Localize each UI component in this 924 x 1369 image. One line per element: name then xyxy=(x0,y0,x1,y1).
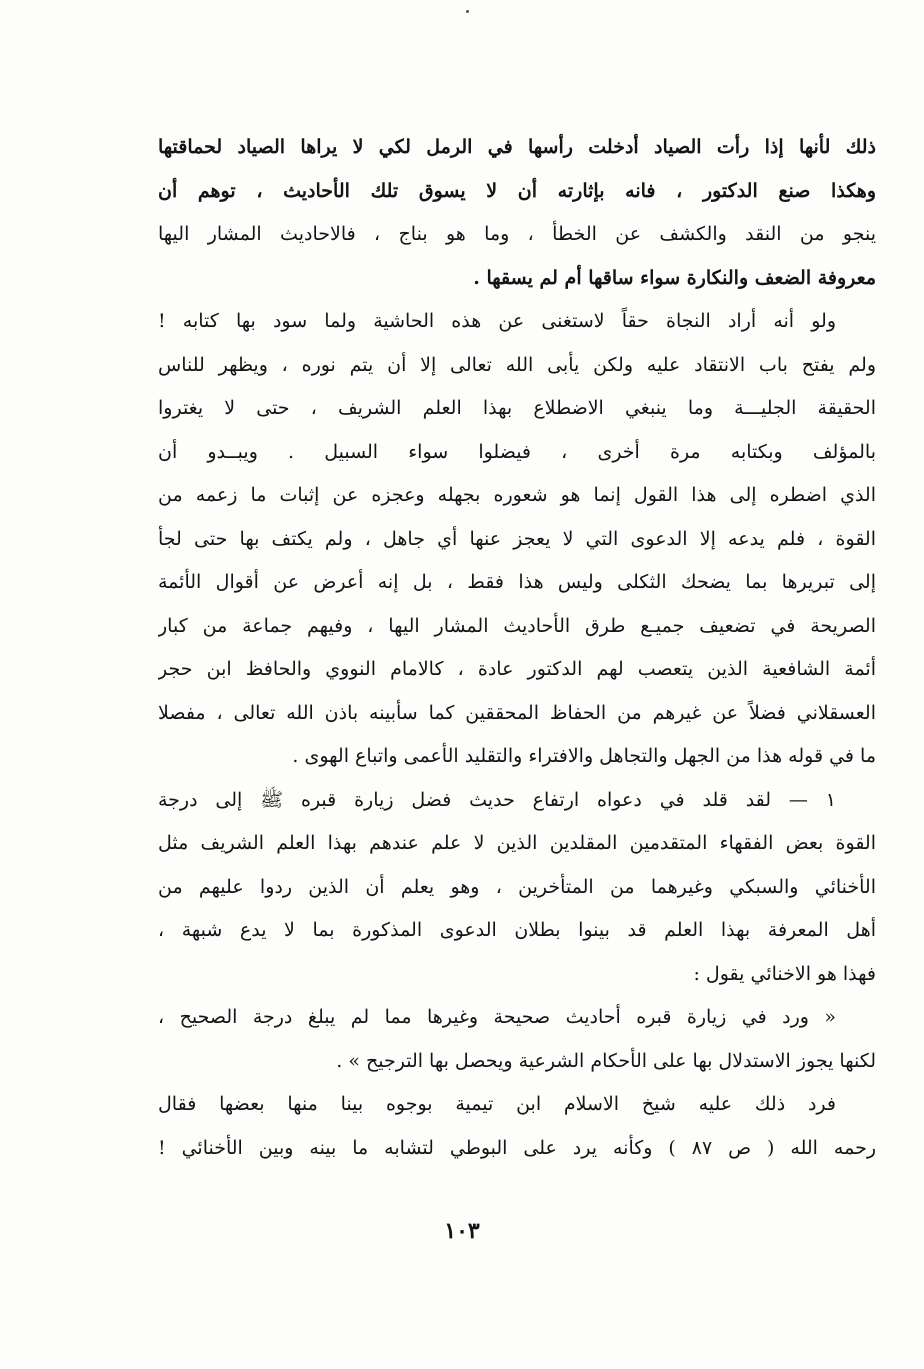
text-line: ١ — لقد قلد في دعواه ارتفاع حديث فضل زيارة قبره ﷺ إلى درجة xyxy=(158,788,836,811)
text-line: ولم يفتح باب الانتقاد عليه ولكن يأبى الله تعالى إلا أن يتم نوره ، ويظهر للناس xyxy=(158,353,876,376)
text-line: أئمة الشافعية الذين يتعصب لهم الدكتور عادة ، كالامام النووي والحافظ ابن حجر xyxy=(158,658,876,680)
text-line: العسقلاني فضلاً عن غيرهم من الحفاظ المحققين كما سأبينه باذن الله تعالى ، مفصلا xyxy=(158,701,876,724)
text-line: القوة ، فلم يدعه إلا الدعوى التي لا يعجز عنها أي جاهل ، ولم يكتف بها حتى لجأ xyxy=(158,527,876,550)
text-line: فرد ذلك عليه شيخ الاسلام ابن تيمية بوجوه بينا منها بعضها فقال xyxy=(158,1093,836,1115)
text-line: أهل المعرفة بهذا العلم قد بينوا بطلان الدعوى المذكورة بما لا يدع شبهة ، xyxy=(158,919,876,941)
text-line: رحمه الله ( ص ٨٧ ) وكأنه يرد على البوطي لتشابه ما بينه وبين الأخنائي ! xyxy=(158,1136,876,1159)
body-text xyxy=(158,132,876,1176)
text-line: « ورد في زيارة قبره أحاديث صحيحة وغيرها مما لم يبلغ درجة الصحيح ، xyxy=(158,1006,836,1028)
text-line: ينجو من النقد والكشف عن الخطأ ، وما هو بناج ، فالاحاديث المشار اليها xyxy=(158,223,876,245)
text-line: إلى تبريرها بما يضحك الثكلى وليس هذا فقط ، بل إنه أعرض عن أقوال الأئمة xyxy=(158,571,876,593)
text-line: ذلك لأنها إذا رأت الصياد أدخلت رأسها في الرمل لكي لا يراها الصياد لحماقتها xyxy=(158,136,876,158)
text-line: القوة بعض الفقهاء المتقدمين المقلدين الذين لا علم عندهم بهذا العلم الشريف مثل xyxy=(158,832,876,854)
text-line: معروفة الضعف والنكارة سواء ساقها أم لم يسقها . xyxy=(473,266,876,289)
text-line: وهكذا صنع الدكتور ، فانه بإثارته أن لا يسوق تلك الأحاديث ، توهم أن xyxy=(158,179,876,202)
text-line: الأخنائي والسبكي وغيرهما من المتأخرين ، وهو يعلم أن الذين ردوا عليهم من xyxy=(158,875,876,898)
text-line: لكنها يجوز الاستدلال بها على الأحكام الشرعية ويحصل بها الترجيح » . xyxy=(336,1049,876,1072)
text-line: الصريحة في تضعيف جميـع طرق الأحاديث المشار اليها ، وفيهم جماعة من كبار xyxy=(158,614,876,637)
text-line: بالمؤلف وبكتابه مرة أخرى ، فيضلوا سواء السبيل . ويبــدو أن xyxy=(158,440,876,463)
text-line: فهذا هو الاخنائي يقول : xyxy=(693,962,876,985)
scan-speck xyxy=(466,10,469,13)
text-line: ولو أنه أراد النجاة حقاً لاستغنى عن هذه الحاشية ولما سود بها كتابه ! xyxy=(158,310,836,332)
text-line: الحقيقة الجليـــة وما ينبغي الاضطلاع بهذا العلم الشريف ، حتى لا يغتروا xyxy=(158,397,876,419)
text-line: ما في قوله هذا من الجهل والتجاهل والافتراء والتقليد الأعمى واتباع الهوى . xyxy=(292,745,876,767)
page-number: ١٠٣ xyxy=(444,1218,480,1244)
text-line: الذي اضطره إلى هذا القول إنما هو شعوره بجهله وعجزه عن إثبات ما زعمه من xyxy=(158,484,876,506)
